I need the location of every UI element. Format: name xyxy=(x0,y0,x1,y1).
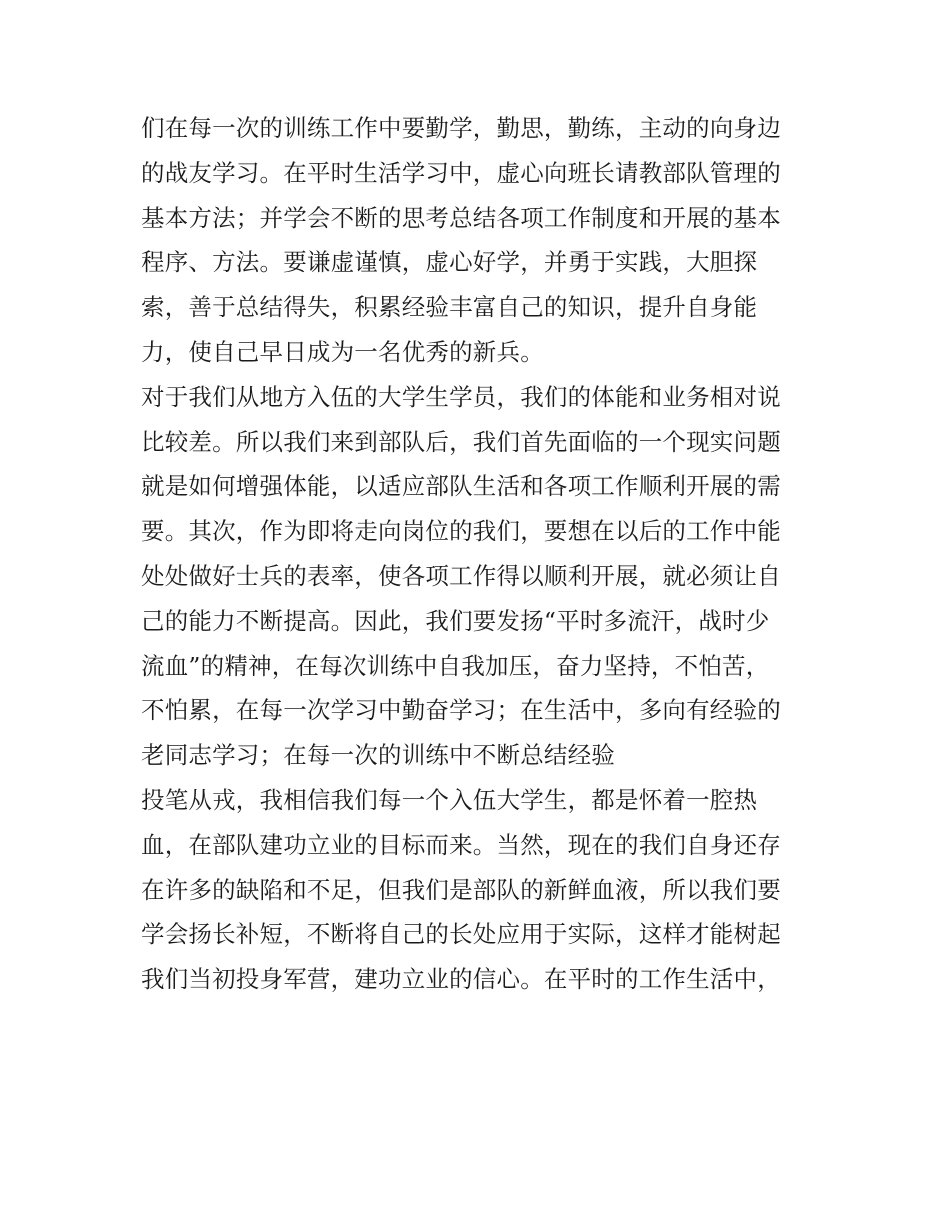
text-line: 己的能力不断提高。因此，我们要发扬“平时多流汗，战时少 xyxy=(141,606,770,635)
text-line: 就是如何增强体能，以适应部队生活和各项工作顺利开展的需 xyxy=(141,472,781,501)
text-line: 老同志学习；在每一次的训练中不断总结经验 xyxy=(141,741,615,770)
text-line: 流血”的精神，在每次训练中自我加压，奋力坚持，不怕苦， xyxy=(141,651,770,680)
text-line: 在许多的缺陷和不足，但我们是部队的新鲜血液，所以我们要 xyxy=(141,875,781,904)
text-line: 学会扬长补短，不断将自己的长处应用于实际，这样才能树起 xyxy=(141,920,781,949)
text-line: 不怕累，在每一次学习中勤奋学习；在生活中，多向有经验的 xyxy=(141,696,781,725)
text-line: 程序、方法。要谦虚谨慎，虚心好学，并勇于实践，大胆探 xyxy=(141,248,758,277)
text-line: 力，使自己早日成为一名优秀的新兵。 xyxy=(141,337,544,366)
text-line: 要。其次，作为即将走向岗位的我们，要想在以后的工作中能 xyxy=(141,517,781,546)
text-line: 血，在部队建功立业的目标而来。当然，现在的我们自身还存 xyxy=(141,830,781,859)
text-line: 投笔从戎，我相信我们每一个入伍大学生，都是怀着一腔热 xyxy=(141,785,758,814)
text-line: 对于我们从地方入伍的大学生学员，我们的体能和业务相对说 xyxy=(141,382,781,411)
text-line: 们在每一次的训练工作中要勤学，勤思，勤练，主动的向身边 xyxy=(141,114,781,142)
body-text xyxy=(141,106,821,1002)
text-line: 基本方法；并学会不断的思考总结各项工作制度和开展的基本 xyxy=(141,203,781,232)
text-line: 索，善于总结得失，积累经验丰富自己的知识，提升自身能 xyxy=(141,293,758,322)
text-line: 处处做好士兵的表率，使各项工作得以顺利开展，就必须让自 xyxy=(141,561,781,590)
text-line: 我们当初投身军营，建功立业的信心。在平时的工作生活中， xyxy=(141,965,781,994)
text-line: 的战友学习。在平时生活学习中，虚心向班长请教部队管理的 xyxy=(141,158,781,187)
text-line: 比较差。所以我们来到部队后，我们首先面临的一个现实问题 xyxy=(141,427,781,456)
